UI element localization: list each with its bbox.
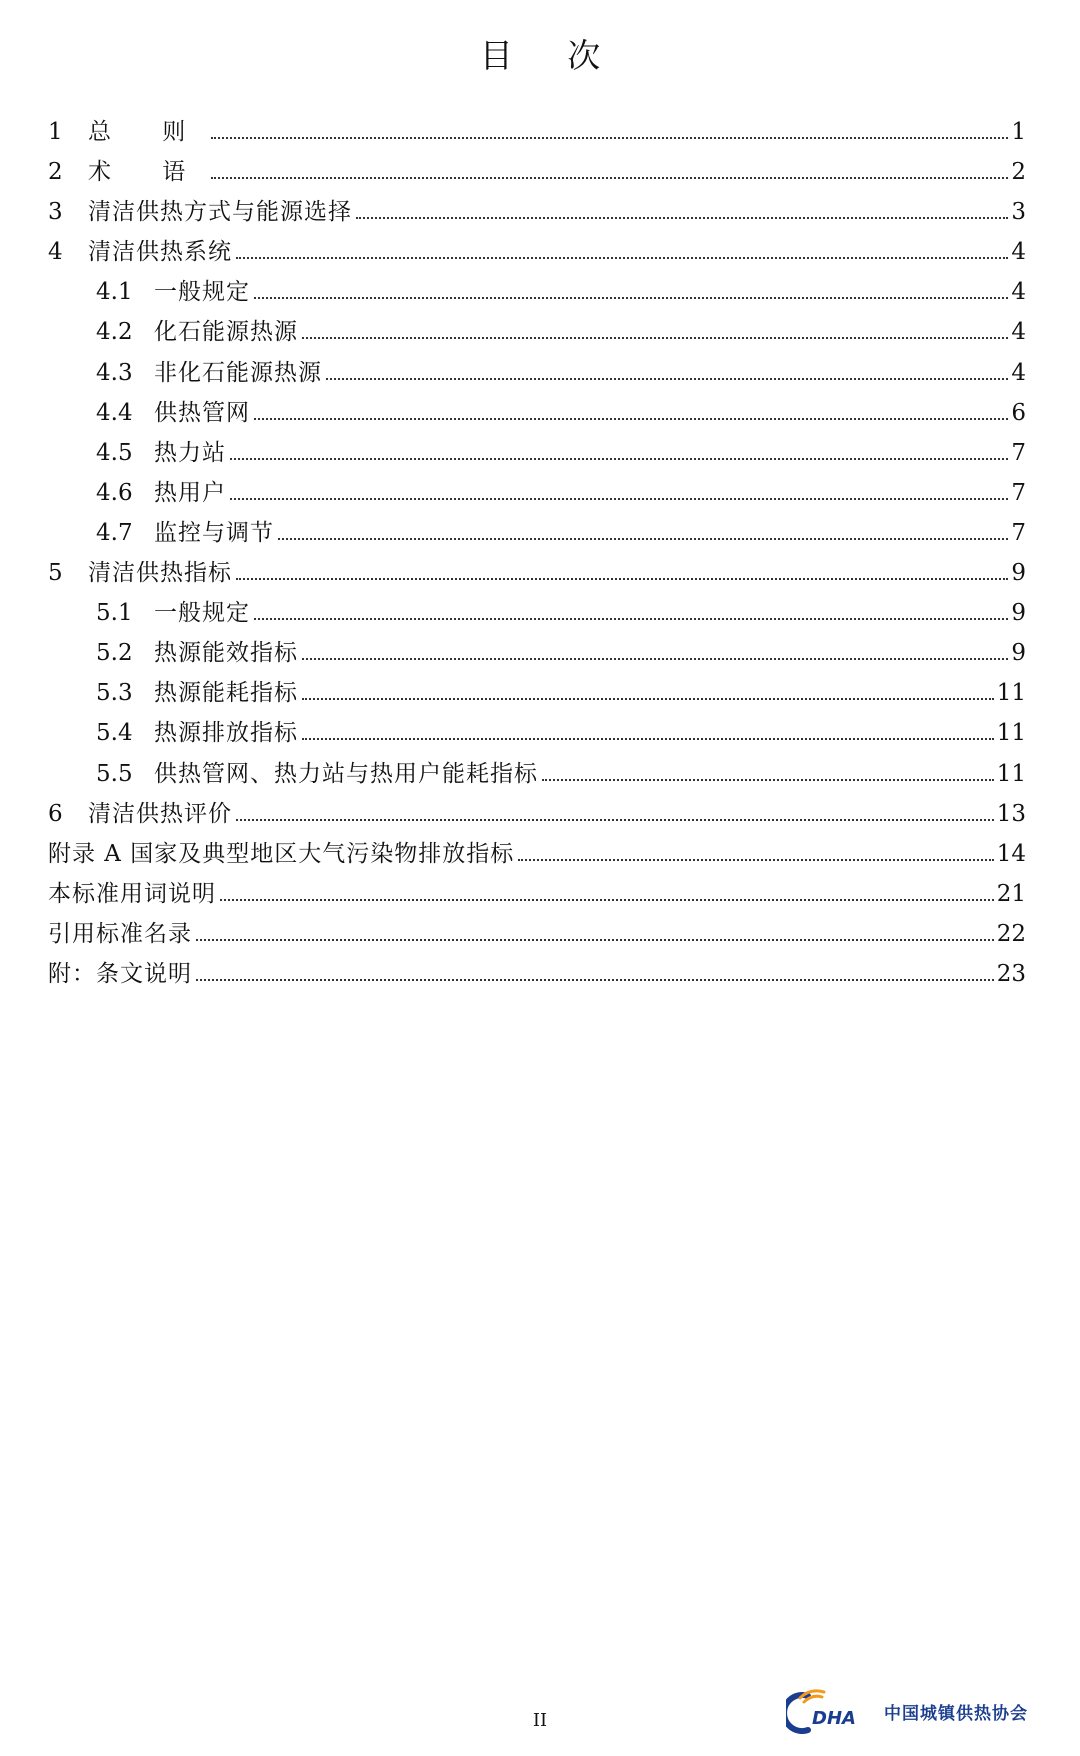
toc-entry-label: 一般规定 [154,279,250,306]
toc-entry-label: 热源排放指标 [154,720,298,747]
toc-entry-page: 23 [996,960,1026,987]
toc-entry-page: 11 [996,680,1026,707]
toc-entry[interactable] [48,834,1026,874]
toc-entry-number: 4.3 [96,359,133,386]
toc-entry-label: 清洁供热系统 [88,239,232,266]
page-title: 目 次 [479,36,623,75]
toc-entry[interactable] [48,272,1026,312]
toc-entry-number: 2 [48,159,63,186]
toc-entry-label: 清洁供热指标 [88,560,232,587]
toc-entry-label: 热源能耗指标 [154,680,298,707]
toc-entry-label: 非化石能源热源 [154,359,322,386]
toc-entry-page: 9 [1011,560,1026,587]
toc-dot-leader [211,136,1008,139]
toc-entry-number: 4.7 [96,519,133,546]
toc-dot-leader [302,697,994,700]
toc-entry-page: 9 [1011,640,1026,667]
toc-dot-leader [542,778,994,781]
toc-entry[interactable] [48,914,1026,954]
toc-entry-page: 13 [996,800,1026,827]
toc-entry-number: 5.3 [96,680,133,707]
toc-entry[interactable] [48,794,1026,834]
toc-entry-page: 4 [1011,279,1026,306]
toc-entry-label: 热力站 [154,439,226,466]
toc-entry-number: 1 [48,119,63,145]
toc-entry-number: 4.5 [96,439,133,466]
toc-entry-page: 4 [1011,239,1026,266]
toc-entry-page: 21 [996,880,1026,907]
toc-dot-leader [302,737,994,740]
toc-entry-number: 5.5 [96,760,133,787]
toc-entry-number: 4.2 [96,319,133,346]
toc-entry-page: 1 [1011,119,1026,145]
toc-entry-label: 附录 A 国家及典型地区大气污染物排放指标 [48,840,515,867]
toc-dot-leader [230,497,1008,500]
toc-entry-label: 术 语 [88,159,208,186]
toc-entry[interactable] [48,393,1026,433]
table-of-contents [48,112,1026,994]
toc-dot-leader [236,256,1008,259]
toc-entry[interactable] [48,593,1026,633]
toc-entry-page: 4 [1011,359,1026,386]
toc-entry[interactable] [48,112,1026,152]
toc-entry[interactable] [48,312,1026,352]
toc-dot-leader [254,617,1008,620]
toc-entry[interactable] [48,433,1026,473]
toc-entry-number: 5 [48,560,63,587]
toc-entry-page: 6 [1011,399,1026,426]
toc-entry-page: 7 [1011,479,1026,506]
toc-entry-page: 9 [1011,600,1026,627]
toc-entry-label: 供热管网 [154,399,250,426]
toc-dot-leader [230,457,1008,460]
toc-entry[interactable] [48,192,1026,232]
toc-entry-label: 热用户 [154,479,226,506]
toc-entry-page: 3 [1011,199,1026,226]
toc-dot-leader [254,417,1008,420]
toc-dot-leader [211,176,1008,179]
toc-entry-label: 本标准用词说明 [48,880,216,907]
toc-entry-number: 5.4 [96,720,133,747]
toc-entry[interactable] [48,754,1026,794]
toc-entry[interactable] [48,633,1026,673]
toc-dot-leader [196,978,994,981]
toc-entry[interactable] [48,954,1026,994]
toc-entry-number: 6 [48,800,63,827]
toc-entry-page: 11 [996,760,1026,787]
toc-entry-number: 4.1 [96,279,133,306]
toc-dot-leader [196,938,994,941]
toc-entry-label: 热源能效指标 [154,640,298,667]
toc-entry-number: 5.1 [96,600,133,627]
toc-entry[interactable] [48,553,1026,593]
page-number: II [532,1710,548,1731]
toc-dot-leader [356,216,1008,219]
toc-dot-leader [302,336,1008,339]
toc-entry-label: 总 则 [88,119,208,145]
toc-entry[interactable] [48,232,1026,272]
toc-entry-number: 3 [48,199,63,226]
toc-entry-page: 7 [1011,439,1026,466]
toc-entry-number: 4.4 [96,399,133,426]
cdha-logo [786,1686,1060,1736]
logo-org-name: 中国城镇供热协会 [884,1703,1028,1724]
toc-dot-leader [518,858,993,861]
toc-dot-leader [302,657,1008,660]
toc-entry-label: 化石能源热源 [154,319,298,346]
toc-dot-leader [254,296,1008,299]
toc-entry-page: 11 [996,720,1026,747]
toc-dot-leader [326,377,1008,380]
toc-dot-leader [278,537,1008,540]
toc-entry-label: 供热管网、热力站与热用户能耗指标 [154,760,538,787]
logo-acronym: DHA [812,1708,856,1729]
toc-entry[interactable] [48,673,1026,713]
toc-entry-number: 4.6 [96,479,133,506]
toc-entry-label: 清洁供热评价 [88,800,232,827]
toc-entry-number: 5.2 [96,640,133,667]
toc-entry-label: 引用标准名录 [48,920,192,947]
toc-dot-leader [236,577,1008,580]
toc-entry[interactable] [48,713,1026,753]
toc-entry-number: 4 [48,239,63,266]
toc-entry[interactable] [48,473,1026,513]
toc-entry-page: 7 [1011,519,1026,546]
toc-dot-leader [236,818,994,821]
toc-entry-label: 清洁供热方式与能源选择 [88,199,352,226]
toc-entry-page: 14 [996,840,1026,867]
toc-entry-page: 22 [996,920,1026,947]
toc-dot-leader [220,898,994,901]
toc-entry[interactable] [48,874,1026,914]
toc-entry-page: 4 [1011,319,1026,346]
toc-entry-label: 附：条文说明 [48,960,192,987]
arc-c-emblem-icon [786,1688,878,1734]
toc-entry[interactable] [48,513,1026,553]
toc-entry-label: 一般规定 [154,600,250,627]
toc-entry-page: 2 [1011,159,1026,186]
toc-entry[interactable] [48,152,1026,192]
toc-entry[interactable] [48,353,1026,393]
toc-entry-label: 监控与调节 [154,519,274,546]
